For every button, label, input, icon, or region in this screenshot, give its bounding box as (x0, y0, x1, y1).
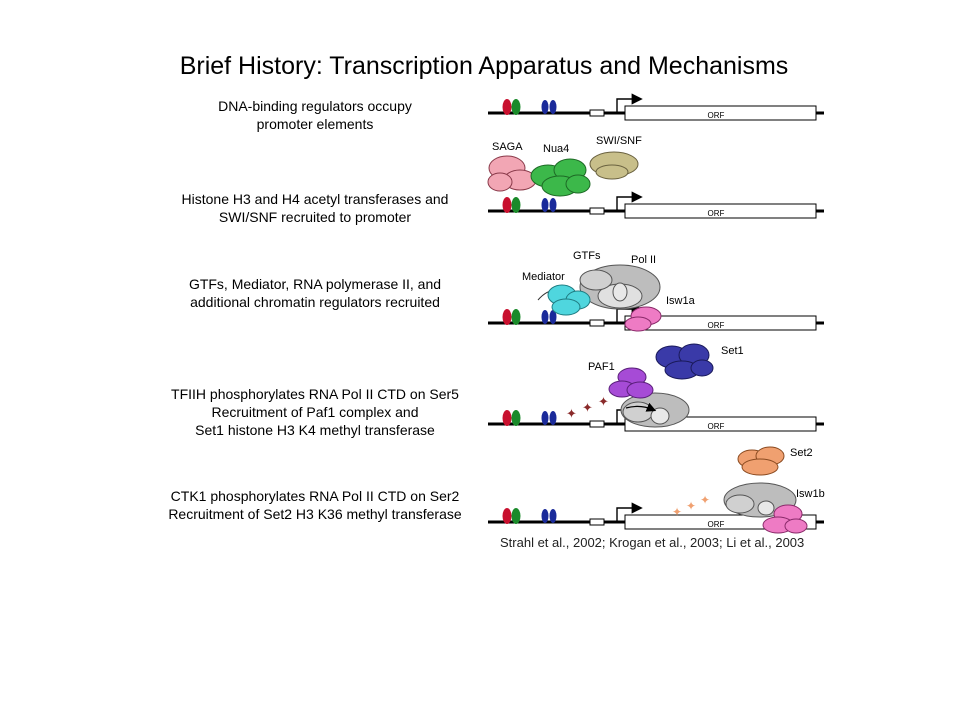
regulator-blue (550, 100, 557, 114)
regulator-green (512, 508, 521, 524)
step-1-line-1: DNA-binding regulators occupy (218, 98, 412, 114)
orf-label: ORF (707, 209, 725, 218)
orf-label: ORF (707, 111, 725, 120)
step-1-line-2: promoter elements (256, 116, 374, 132)
ctd-phospho-mark: ✦ (700, 493, 711, 507)
pol2-subunit (758, 501, 774, 515)
citation: Strahl et al., 2002; Krogan et al., 2003; Li et al., 2003 (500, 535, 805, 550)
regulator-red (503, 410, 512, 426)
mediator-label: Mediator (522, 271, 565, 283)
gene-track-1 (488, 99, 824, 120)
regulator-red (503, 197, 512, 213)
step-5-line-1: CTK1 phosphorylates RNA Pol II CTD on Ser2 (170, 488, 460, 504)
regulator-red (503, 508, 512, 524)
isw1a-subunit (625, 317, 651, 331)
step-4-line-3: Set1 histone H3 K4 methyl transferase (195, 422, 435, 438)
regulator-red (503, 309, 512, 325)
gtf-subunit (580, 270, 612, 290)
ctd-phospho-mark: ✦ (582, 400, 593, 415)
regulator-blue (550, 411, 557, 425)
regulator-green (512, 99, 521, 115)
paf1-subunit (627, 382, 653, 398)
isw1a-label: Isw1a (666, 295, 695, 307)
pol2-subunit (726, 495, 754, 513)
nua4-complex (531, 143, 590, 196)
regulator-blue (542, 310, 549, 324)
pol2-label: Pol II (631, 254, 657, 266)
tata-box (590, 519, 604, 525)
regulator-green (512, 410, 521, 426)
set1-label: Set1 (721, 345, 744, 357)
ctd-phospho-mark: ✦ (686, 499, 697, 513)
step-2-line-2: SWI/SNF recruited to promoter (218, 209, 412, 225)
regulator-blue (542, 509, 549, 523)
ctd-phospho-mark: ✦ (672, 505, 683, 519)
regulator-blue (550, 198, 557, 212)
isw1b-label: Isw1b (796, 488, 825, 500)
tata-box (590, 110, 604, 116)
swisnf-label: SWI/SNF (596, 135, 642, 147)
set2-subunit (742, 459, 778, 475)
regulator-blue (542, 100, 549, 114)
ctd-phospho-mark: ✦ (598, 394, 609, 409)
regulator-blue (550, 509, 557, 523)
orf-label: ORF (707, 321, 725, 330)
ser5-phosphorylation-marks (566, 394, 609, 421)
regulator-green (512, 197, 521, 213)
gene-track-2 (488, 197, 824, 218)
pol2-subunit (613, 283, 627, 301)
saga-subunit (488, 173, 512, 191)
set1-subunit (691, 360, 713, 376)
pol2-subunit (623, 402, 653, 422)
nua4-label: Nua4 (543, 143, 570, 155)
ctd-phospho-mark: ✦ (566, 406, 577, 421)
swisnf-complex (590, 135, 642, 179)
step-4-line-1: TFIIH phosphorylates RNA Pol II CTD on Ser5 (171, 386, 459, 402)
regulator-red (503, 99, 512, 115)
tata-box (590, 320, 604, 326)
mediator-subunit (552, 299, 580, 315)
regulator-blue (542, 411, 549, 425)
step-3-line-2: additional chromatin regulators recruited (190, 294, 440, 310)
step-5-line-2: Recruitment of Set2 H3 K36 methyl transferase (168, 506, 462, 522)
orf-label: ORF (707, 520, 725, 529)
swisnf-subunit (596, 165, 628, 179)
step-2-line-1: Histone H3 and H4 acetyl transferases and (181, 191, 449, 207)
page-title: Brief History: Transcription Apparatus and Mechanisms (179, 52, 789, 80)
step-3-line-1: GTFs, Mediator, RNA polymerase II, and (188, 276, 442, 292)
row4-complexes (566, 344, 744, 427)
set2-label: Set2 (790, 447, 813, 459)
regulator-green (512, 309, 521, 325)
regulator-blue (542, 198, 549, 212)
gtfs-label: GTFs (573, 250, 601, 262)
nua4-subunit (566, 175, 590, 193)
paf1-label: PAF1 (588, 361, 615, 373)
saga-label: SAGA (492, 141, 523, 153)
tata-box (590, 208, 604, 214)
saga-complex (488, 141, 536, 191)
isw1b-subunit (785, 519, 807, 533)
tata-box (590, 421, 604, 427)
orf-label: ORF (707, 422, 725, 431)
step-4-line-2: Recruitment of Paf1 complex and (211, 404, 419, 420)
